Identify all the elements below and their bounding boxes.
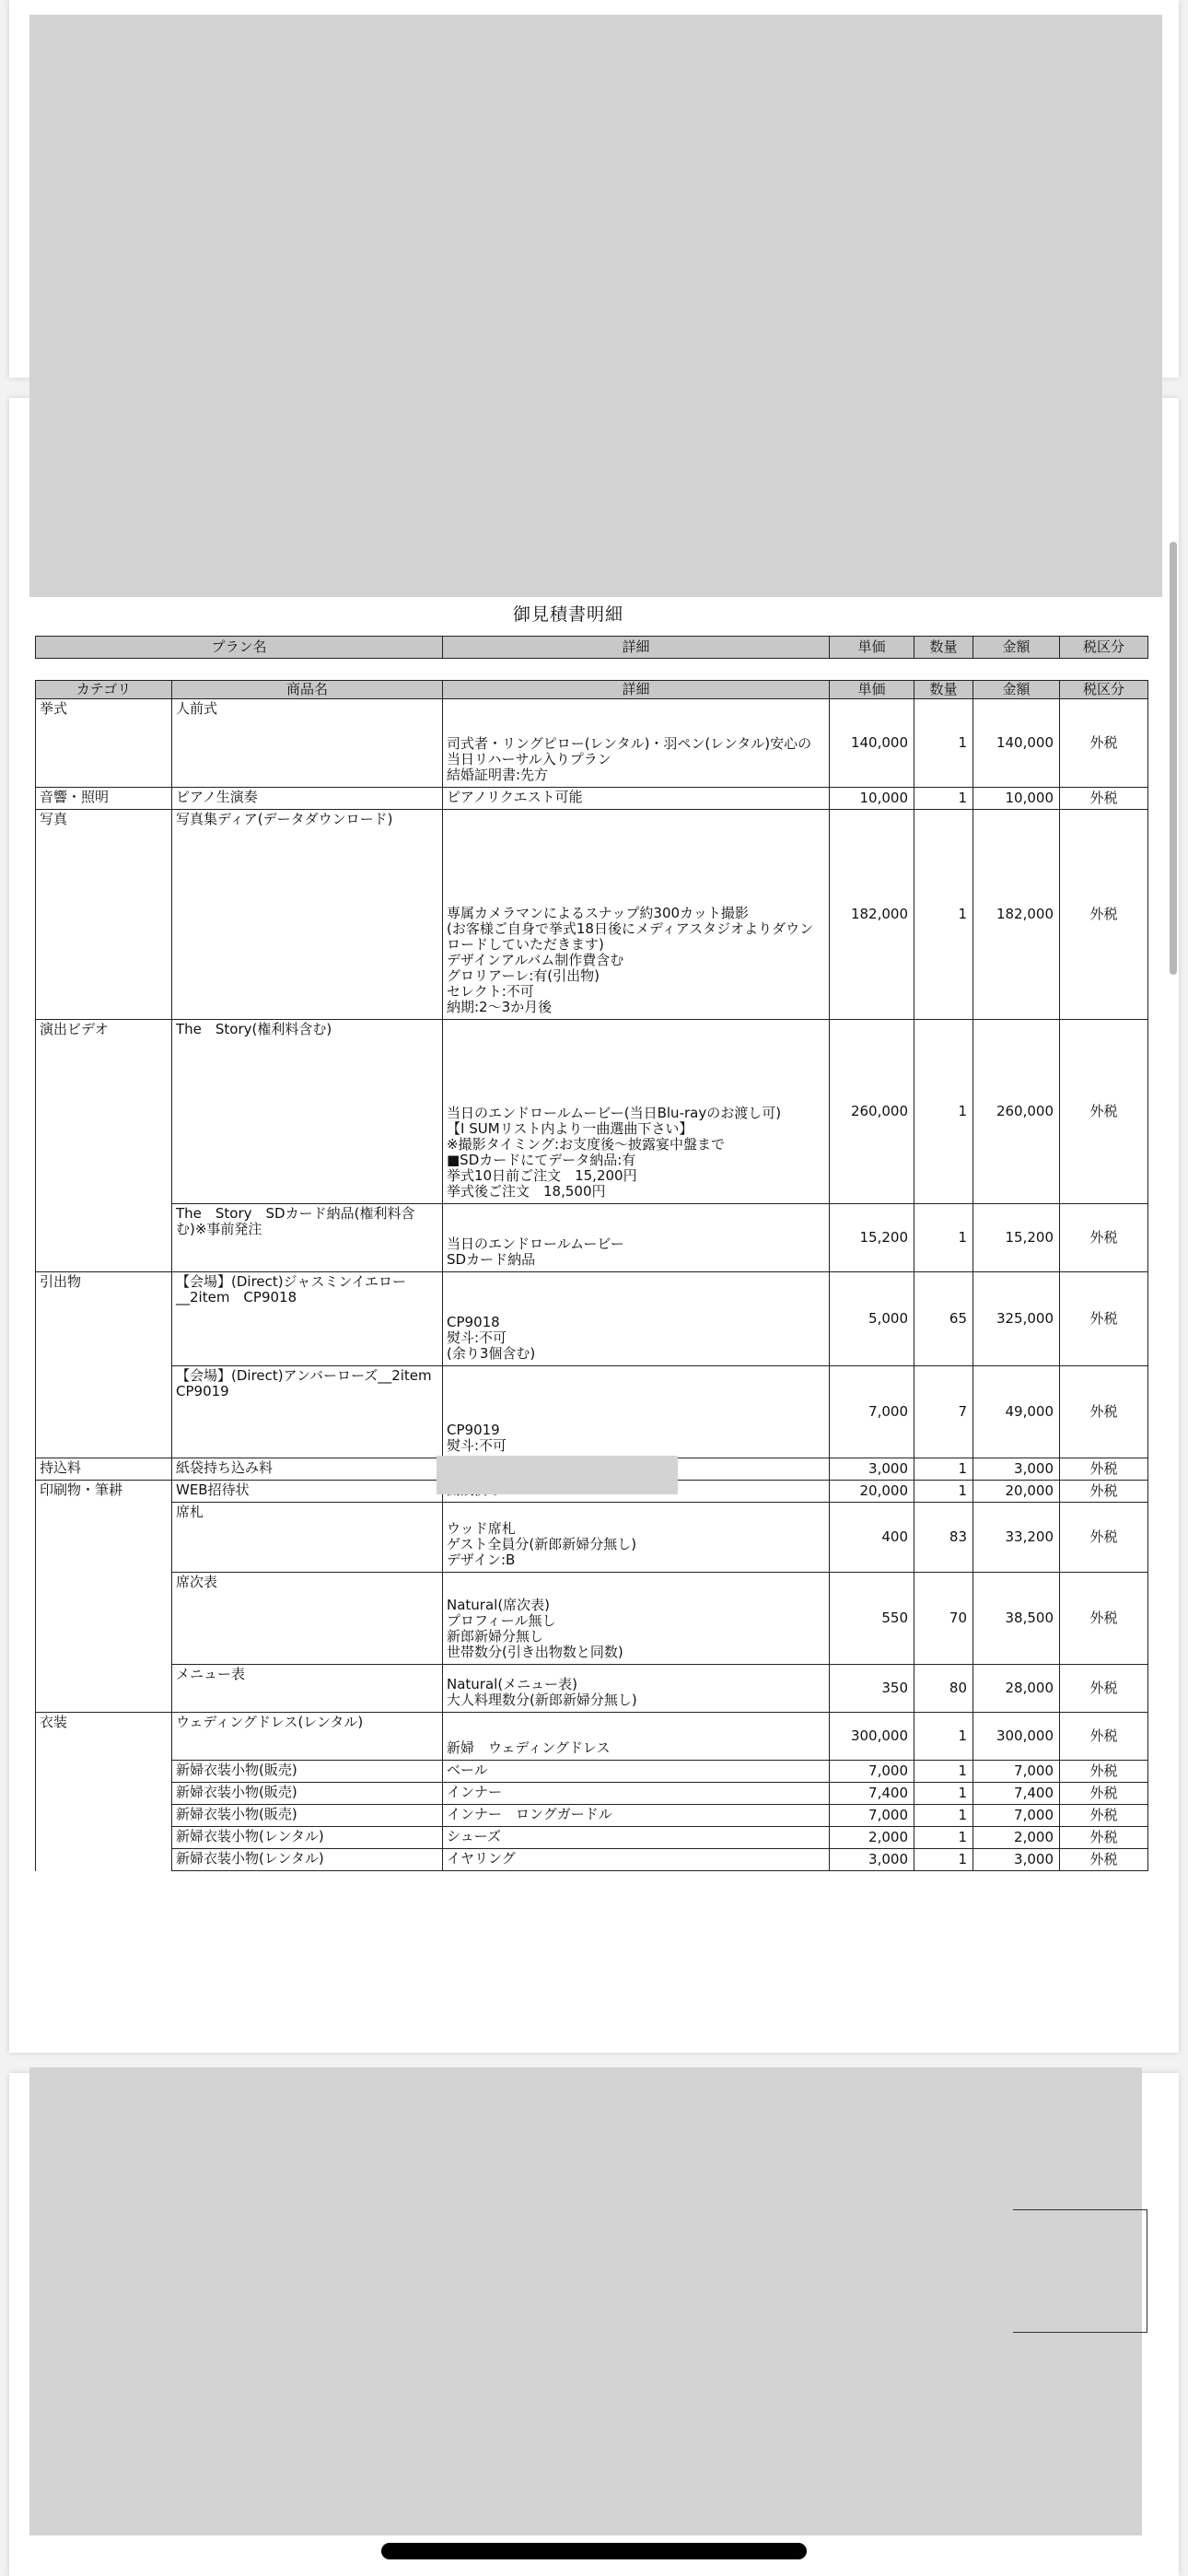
row-unit-price: 182,000 xyxy=(830,810,914,1020)
row-quantity: 70 xyxy=(914,1573,973,1665)
table-row xyxy=(36,1366,1148,1458)
row-detail: ウッド席札 ゲスト全員分(新郎新婦分無し) デザイン:B xyxy=(443,1503,830,1573)
row-quantity: 1 xyxy=(914,810,973,1020)
items-header-row xyxy=(36,681,1148,699)
row-tax-type: 外税 xyxy=(1060,1503,1148,1573)
row-unit-price: 7,000 xyxy=(830,1761,914,1783)
row-quantity: 1 xyxy=(914,788,973,810)
row-category: 写真 xyxy=(36,810,172,1020)
row-product-name: The Story SDカード納品(権利料含む)※事前発注 xyxy=(172,1204,443,1272)
plan-header-price: 単価 xyxy=(830,637,914,659)
row-unit-price: 5,000 xyxy=(830,1272,914,1366)
scrollbar[interactable] xyxy=(1170,542,1177,975)
row-quantity: 7 xyxy=(914,1366,973,1458)
row-tax-type: 外税 xyxy=(1060,1020,1148,1204)
row-unit-price: 2,000 xyxy=(830,1827,914,1849)
plan-header-name: プラン名 xyxy=(36,637,443,659)
table-row xyxy=(36,1665,1148,1713)
header-detail: 詳細 xyxy=(443,681,830,699)
row-product-name: 【会場】(Direct)アンバーローズ__2item CP9019 xyxy=(172,1366,443,1458)
table-row xyxy=(36,788,1148,810)
row-amount: 38,500 xyxy=(973,1573,1060,1665)
plan-header-amount: 金額 xyxy=(973,637,1060,659)
table-row xyxy=(36,1849,1148,1871)
redacted-area-bottom xyxy=(29,2067,1142,2535)
row-tax-type: 外税 xyxy=(1060,1849,1148,1871)
row-detail: Natural(メニュー表) 大人料理数分(新郎新婦分無し) xyxy=(443,1665,830,1713)
row-category: 持込料 xyxy=(36,1458,172,1481)
table-row xyxy=(36,1713,1148,1761)
plan-header-detail: 詳細 xyxy=(443,637,830,659)
row-unit-price: 350 xyxy=(830,1665,914,1713)
header-tax-type: 税区分 xyxy=(1060,681,1148,699)
row-detail: イヤリング xyxy=(443,1849,830,1871)
row-product-name: 新婦衣装小物(販売) xyxy=(172,1783,443,1805)
row-category xyxy=(36,1503,172,1573)
row-quantity: 1 xyxy=(914,1713,973,1761)
row-tax-type: 外税 xyxy=(1060,1573,1148,1665)
row-tax-type: 外税 xyxy=(1060,1805,1148,1827)
table-row xyxy=(36,699,1148,788)
row-tax-type: 外税 xyxy=(1060,1481,1148,1503)
header-unit-price: 単価 xyxy=(830,681,914,699)
row-product-name: 席札 xyxy=(172,1503,443,1573)
row-amount: 20,000 xyxy=(973,1481,1060,1503)
row-product-name: 写真集ディア(データダウンロード) xyxy=(172,810,443,1020)
row-quantity: 83 xyxy=(914,1503,973,1573)
table-row xyxy=(36,1827,1148,1849)
row-product-name: 人前式 xyxy=(172,699,443,788)
row-amount: 182,000 xyxy=(973,810,1060,1020)
row-amount: 260,000 xyxy=(973,1020,1060,1204)
row-tax-type: 外税 xyxy=(1060,810,1148,1020)
row-amount: 49,000 xyxy=(973,1366,1060,1458)
next-page-table-edge xyxy=(1013,2209,1147,2333)
row-amount: 10,000 xyxy=(973,788,1060,810)
row-tax-type: 外税 xyxy=(1060,1272,1148,1366)
header-amount: 金額 xyxy=(973,681,1060,699)
row-product-name: メニュー表 xyxy=(172,1665,443,1713)
row-tax-type: 外税 xyxy=(1060,1713,1148,1761)
row-amount: 140,000 xyxy=(973,699,1060,788)
row-quantity: 80 xyxy=(914,1665,973,1713)
row-detail: インナー xyxy=(443,1783,830,1805)
row-unit-price: 10,000 xyxy=(830,788,914,810)
row-quantity: 1 xyxy=(914,1481,973,1503)
row-category: 挙式 xyxy=(36,699,172,788)
row-unit-price: 140,000 xyxy=(830,699,914,788)
row-product-name: 紙袋持ち込み料 xyxy=(172,1458,443,1481)
row-product-name: 新婦衣装小物(販売) xyxy=(172,1761,443,1783)
row-tax-type: 外税 xyxy=(1060,1827,1148,1849)
row-amount: 325,000 xyxy=(973,1272,1060,1366)
row-detail: 当日のエンドロールムービー SDカード納品 xyxy=(443,1204,830,1272)
row-category: 演出ビデオ xyxy=(36,1020,172,1204)
row-product-name: 新婦衣装小物(販売) xyxy=(172,1805,443,1827)
header-quantity: 数量 xyxy=(914,681,973,699)
row-category xyxy=(36,1204,172,1272)
table-row xyxy=(36,1573,1148,1665)
row-amount: 7,000 xyxy=(973,1761,1060,1783)
row-quantity: 1 xyxy=(914,1204,973,1272)
table-row xyxy=(36,1204,1148,1272)
plan-header-tax: 税区分 xyxy=(1060,637,1148,659)
row-product-name: ウェディングドレス(レンタル) xyxy=(172,1713,443,1761)
row-unit-price: 300,000 xyxy=(830,1713,914,1761)
row-category xyxy=(36,1366,172,1458)
row-quantity: 1 xyxy=(914,1020,973,1204)
row-quantity: 1 xyxy=(914,1761,973,1783)
row-amount: 2,000 xyxy=(973,1827,1060,1849)
row-category: 印刷物・筆耕 xyxy=(36,1481,172,1503)
row-category xyxy=(36,1573,172,1665)
row-category: 衣装 xyxy=(36,1713,172,1761)
row-unit-price: 7,000 xyxy=(830,1805,914,1827)
row-unit-price: 7,000 xyxy=(830,1366,914,1458)
document-title: 御見積書明細 xyxy=(512,604,623,625)
row-amount: 7,400 xyxy=(973,1783,1060,1805)
row-unit-price: 3,000 xyxy=(830,1849,914,1871)
row-product-name: 席次表 xyxy=(172,1573,443,1665)
home-indicator[interactable] xyxy=(381,2543,807,2559)
row-category: 音響・照明 xyxy=(36,788,172,810)
table-row xyxy=(36,1783,1148,1805)
row-detail: Natural(席次表) プロフィール無し 新郎新婦分無し 世帯数分(引き出物数と同数) xyxy=(443,1573,830,1665)
row-unit-price: 15,200 xyxy=(830,1204,914,1272)
row-amount: 15,200 xyxy=(973,1204,1060,1272)
table-row xyxy=(36,1503,1148,1573)
row-tax-type: 外税 xyxy=(1060,1665,1148,1713)
row-product-name: ピアノ生演奏 xyxy=(172,788,443,810)
plan-table xyxy=(35,636,1148,659)
row-detail: CP9018 熨斗:不可 (余り3個含む) xyxy=(443,1272,830,1366)
row-amount: 300,000 xyxy=(973,1713,1060,1761)
table-row xyxy=(36,1761,1148,1783)
row-amount: 3,000 xyxy=(973,1849,1060,1871)
row-product-name: 【会場】(Direct)ジャスミンイエロー__2item CP9018 xyxy=(172,1272,443,1366)
row-detail: 専属カメラマンによるスナップ約300カット撮影 (お客様ご自身で挙式18日後にメディアスタジオよりダウン ロードしていただきます) デザインアルバム制作費含む グロリアーレ:有(引出物) セレクト:不可 納期:2〜3か月後 xyxy=(443,810,830,1020)
row-amount: 3,000 xyxy=(973,1458,1060,1481)
row-detail: ピアノリクエスト可能 xyxy=(443,788,830,810)
row-quantity: 1 xyxy=(914,1805,973,1827)
table-row xyxy=(36,1272,1148,1366)
row-detail: 司式者・リングピロー(レンタル)・羽ペン(レンタル)安心の 当日リハーサル入りプラン 結婚証明書:先方 xyxy=(443,699,830,788)
row-product-name: The Story(権利料含む) xyxy=(172,1020,443,1204)
row-category: 引出物 xyxy=(36,1272,172,1366)
row-unit-price: 260,000 xyxy=(830,1020,914,1204)
row-category xyxy=(36,1827,172,1849)
row-amount: 7,000 xyxy=(973,1805,1060,1827)
table-row xyxy=(36,1020,1148,1204)
redacted-area-top xyxy=(29,15,1162,597)
plan-header-row xyxy=(36,637,1148,659)
row-category xyxy=(36,1761,172,1783)
row-detail: ベール xyxy=(443,1761,830,1783)
table-row xyxy=(36,810,1148,1020)
row-product-name: 新婦衣装小物(レンタル) xyxy=(172,1849,443,1871)
row-unit-price: 3,000 xyxy=(830,1458,914,1481)
row-amount: 28,000 xyxy=(973,1665,1060,1713)
row-unit-price: 400 xyxy=(830,1503,914,1573)
header-category: カテゴリ xyxy=(36,681,172,699)
row-quantity: 1 xyxy=(914,699,973,788)
row-category xyxy=(36,1849,172,1871)
row-tax-type: 外税 xyxy=(1060,1458,1148,1481)
row-detail: CP9019 熨斗:不可 xyxy=(443,1366,830,1458)
row-tax-type: 外税 xyxy=(1060,1783,1148,1805)
row-unit-price: 550 xyxy=(830,1573,914,1665)
row-quantity: 1 xyxy=(914,1458,973,1481)
row-tax-type: 外税 xyxy=(1060,1366,1148,1458)
row-amount: 33,200 xyxy=(973,1503,1060,1573)
row-tax-type: 外税 xyxy=(1060,1761,1148,1783)
items-table xyxy=(35,680,1148,1871)
row-product-name: 新婦衣装小物(レンタル) xyxy=(172,1827,443,1849)
row-tax-type: 外税 xyxy=(1060,1204,1148,1272)
row-detail: インナー ロングガードル xyxy=(443,1805,830,1827)
row-category xyxy=(36,1665,172,1713)
table-row xyxy=(36,1805,1148,1827)
row-quantity: 65 xyxy=(914,1272,973,1366)
row-detail: 当日のエンドロールムービー(当日Blu-rayのお渡し可) 【I SUMリスト内より一曲選曲下さい】 ※撮影タイミング:お支度後〜披露宴中盤まで ■SDカードにてデータ納品:有 挙式10日前ご注文 15,200円 挙式後ご注文 18,500円 xyxy=(443,1020,830,1204)
row-quantity: 1 xyxy=(914,1827,973,1849)
row-tax-type: 外税 xyxy=(1060,699,1148,788)
header-product-name: 商品名 xyxy=(172,681,443,699)
row-category xyxy=(36,1783,172,1805)
row-quantity: 1 xyxy=(914,1849,973,1871)
row-category xyxy=(36,1805,172,1827)
row-detail: シューズ xyxy=(443,1827,830,1849)
row-unit-price: 20,000 xyxy=(830,1481,914,1503)
row-quantity: 1 xyxy=(914,1783,973,1805)
row-product-name: WEB招待状 xyxy=(172,1481,443,1503)
redacted-cell xyxy=(437,1456,678,1494)
plan-header-qty: 数量 xyxy=(914,637,973,659)
row-tax-type: 外税 xyxy=(1060,788,1148,810)
row-unit-price: 7,400 xyxy=(830,1783,914,1805)
row-detail: 新婦 ウェディングドレス xyxy=(443,1713,830,1761)
